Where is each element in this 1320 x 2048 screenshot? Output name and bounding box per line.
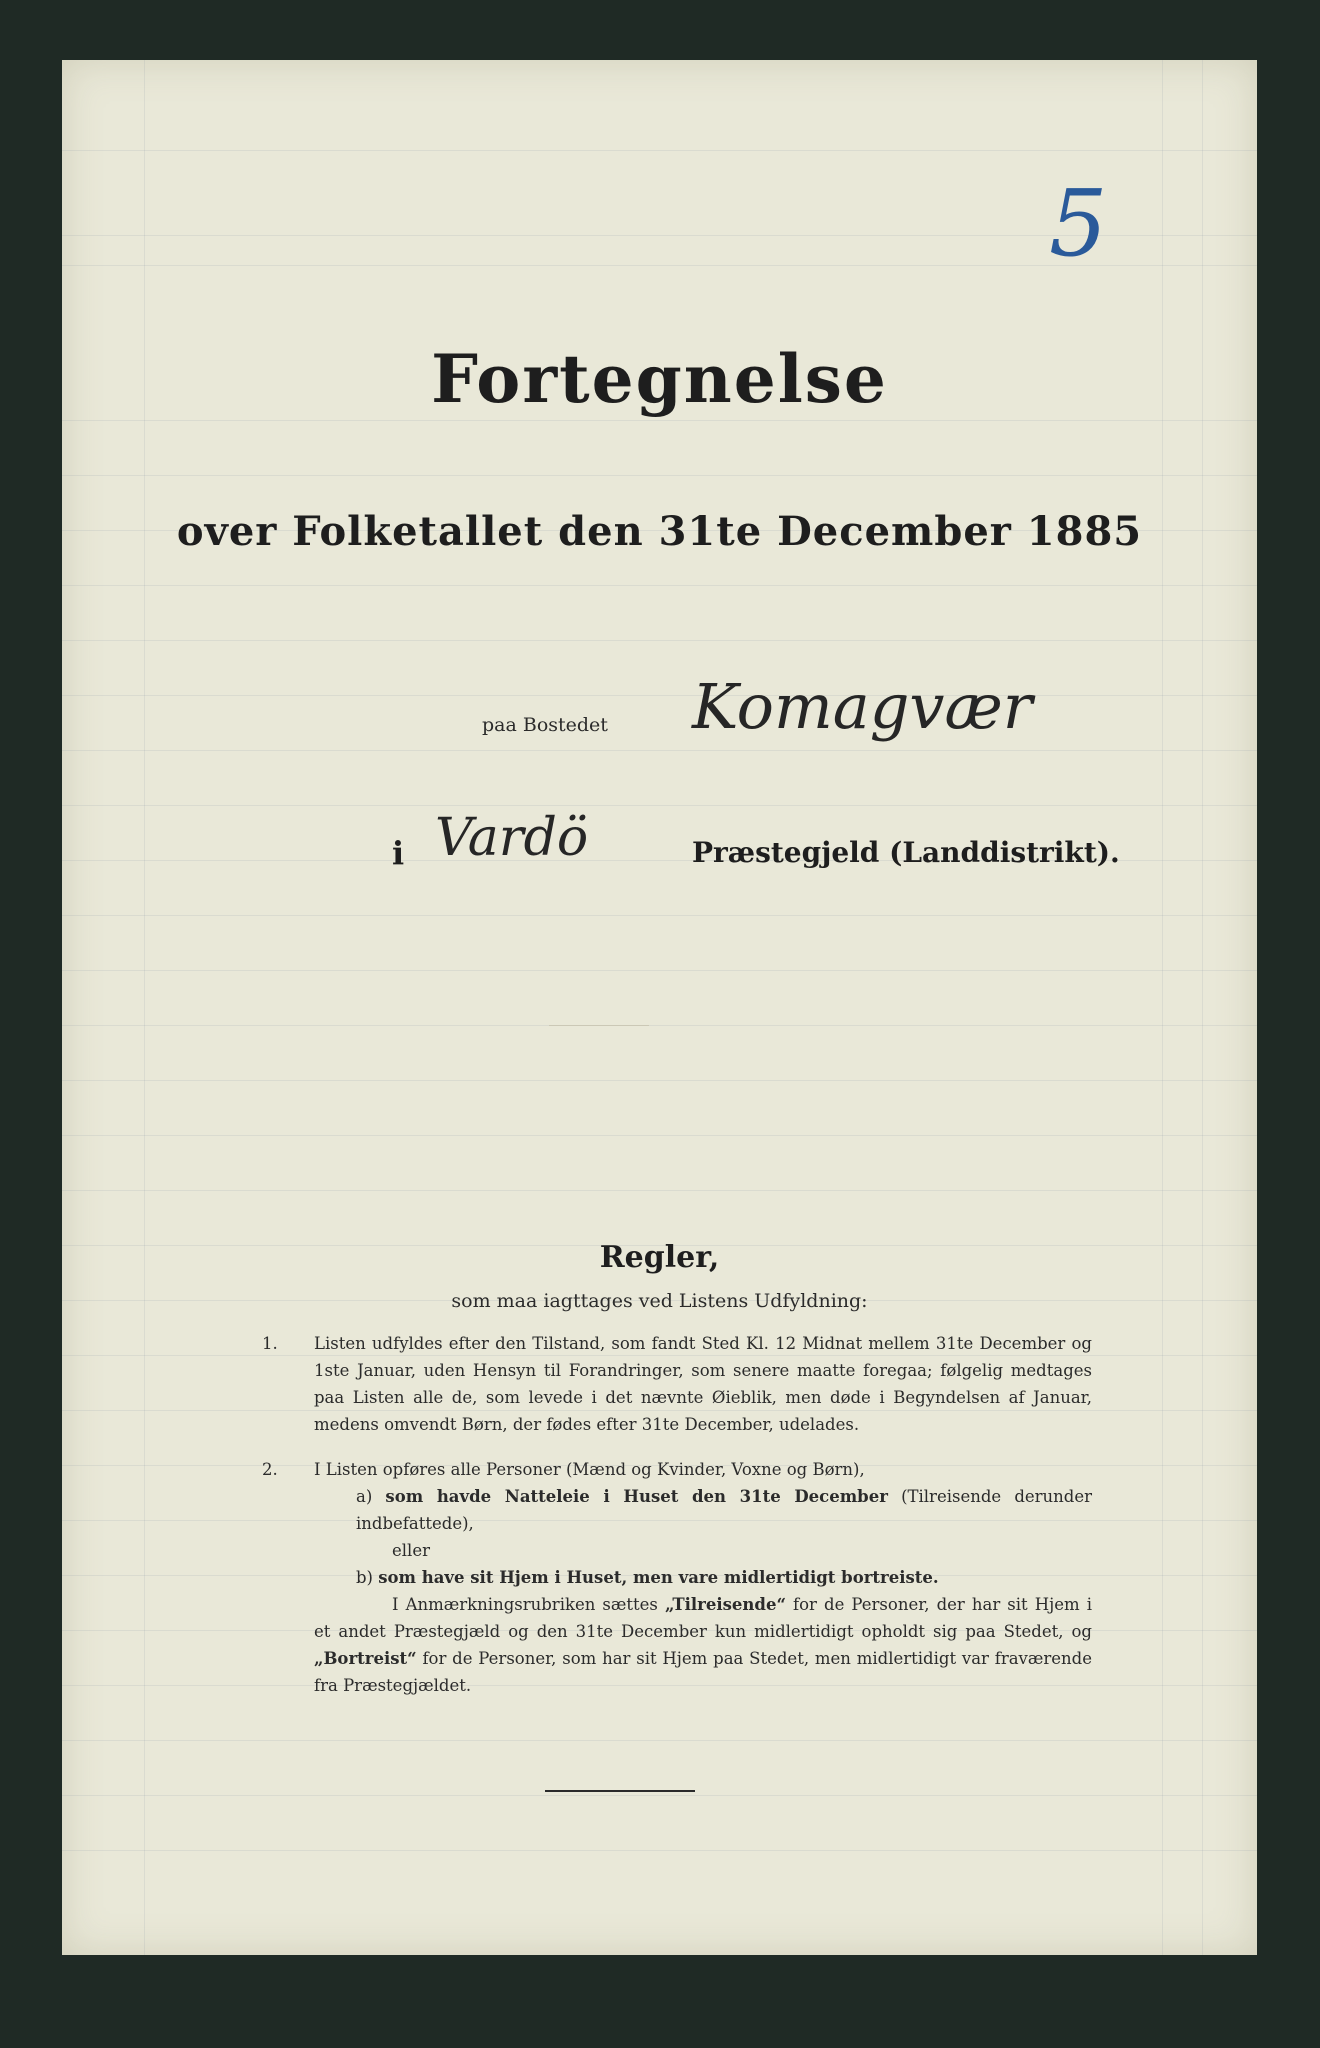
rule-note	[314, 1591, 1092, 1699]
ghost-line	[62, 1740, 1257, 1741]
rule-2	[262, 1456, 1092, 1699]
ghost-line	[62, 1080, 1257, 1081]
bottom-rule	[545, 1790, 695, 1792]
rules-subtitle: som maa iagttages ved Listens Udfyldning:	[451, 1290, 868, 1312]
ghost-line	[62, 1850, 1257, 1851]
document-page	[62, 60, 1257, 1955]
ghost-line	[62, 640, 1257, 641]
page-subtitle: over Folketallet den 31te December 1885	[176, 508, 1143, 555]
note-term-bortreist: „Bortreist“	[314, 1649, 417, 1668]
ghost-line	[62, 1190, 1257, 1191]
ghost-line	[62, 1025, 1257, 1026]
bosted-label: paa Bostedet	[482, 714, 608, 736]
item-marker: b)	[356, 1568, 373, 1587]
ghost-line	[62, 475, 1257, 476]
rule-item-b	[314, 1564, 1092, 1591]
rules-list	[262, 1330, 1092, 1699]
ghost-line	[62, 750, 1257, 751]
item-b-bold: som have sit Hjem i Huset, men vare midlertidigt bortreiste.	[378, 1568, 939, 1587]
note-text: for de Personer, der har sit Hjem i et andet Præstegjæld og den 31te December kun midlertidigt opholdt sig paa Stedet, og	[314, 1595, 1093, 1641]
ghost-line	[62, 1135, 1257, 1136]
rule-text: Listen udfyldes efter den Tilstand, som fandt Sted Kl. 12 Midnat mellem 31te December og 1ste Januar, uden Hensyn til Forandringer, som senere maatte foregaa; følgelig medtages paa Listen alle de, som levede i det nævnte Øieblik, men døde i Begyndelsen af Januar, medens omvendt Børn, der fødes efter 31te December, udelades.	[314, 1334, 1092, 1434]
ghost-line	[62, 970, 1257, 971]
rule-number: 2.	[262, 1460, 278, 1479]
rule-eller: eller	[392, 1541, 430, 1560]
note-term-tilreisende: „Tilreisende“	[664, 1595, 786, 1614]
prestegjeld-prefix: i	[392, 834, 405, 872]
ghost-line	[62, 915, 1257, 916]
divider	[549, 1025, 649, 1026]
rule-1	[262, 1330, 1092, 1438]
page-number: 5	[1049, 170, 1108, 277]
note-text: for de Personer, som har sit Hjem paa Stedet, men midlertidigt var fraværende fra Præstegjældet.	[314, 1649, 1092, 1695]
ghost-line	[62, 150, 1257, 151]
note-text: I Anmærkningsrubriken sættes	[392, 1595, 658, 1614]
bosted-row	[482, 670, 1182, 750]
rules-title: Regler,	[599, 1240, 720, 1275]
bosted-value: Komagvær	[692, 670, 1033, 743]
prestegjeld-value: Vardö	[435, 808, 589, 868]
item-marker: a)	[356, 1487, 373, 1506]
rule-number: 1.	[262, 1334, 278, 1353]
page-title: Fortegnelse	[431, 340, 888, 418]
prestegjeld-label: Præstegjeld (Landdistrikt).	[692, 836, 1120, 869]
ghost-line	[62, 585, 1257, 586]
item-a-rest: (Tilreisende derunder indbefattede),	[356, 1487, 1092, 1533]
rule-intro: I Listen opføres alle Personer (Mænd og Kvinder, Voxne og Børn),	[314, 1460, 865, 1479]
ghost-line	[62, 805, 1257, 806]
rule-item-a	[314, 1483, 1092, 1537]
ghost-line	[62, 1795, 1257, 1796]
prestegjeld-row	[367, 808, 1167, 888]
item-a-bold: som havde Natteleie i Huset den 31te December	[385, 1487, 888, 1506]
ghost-line	[62, 420, 1257, 421]
